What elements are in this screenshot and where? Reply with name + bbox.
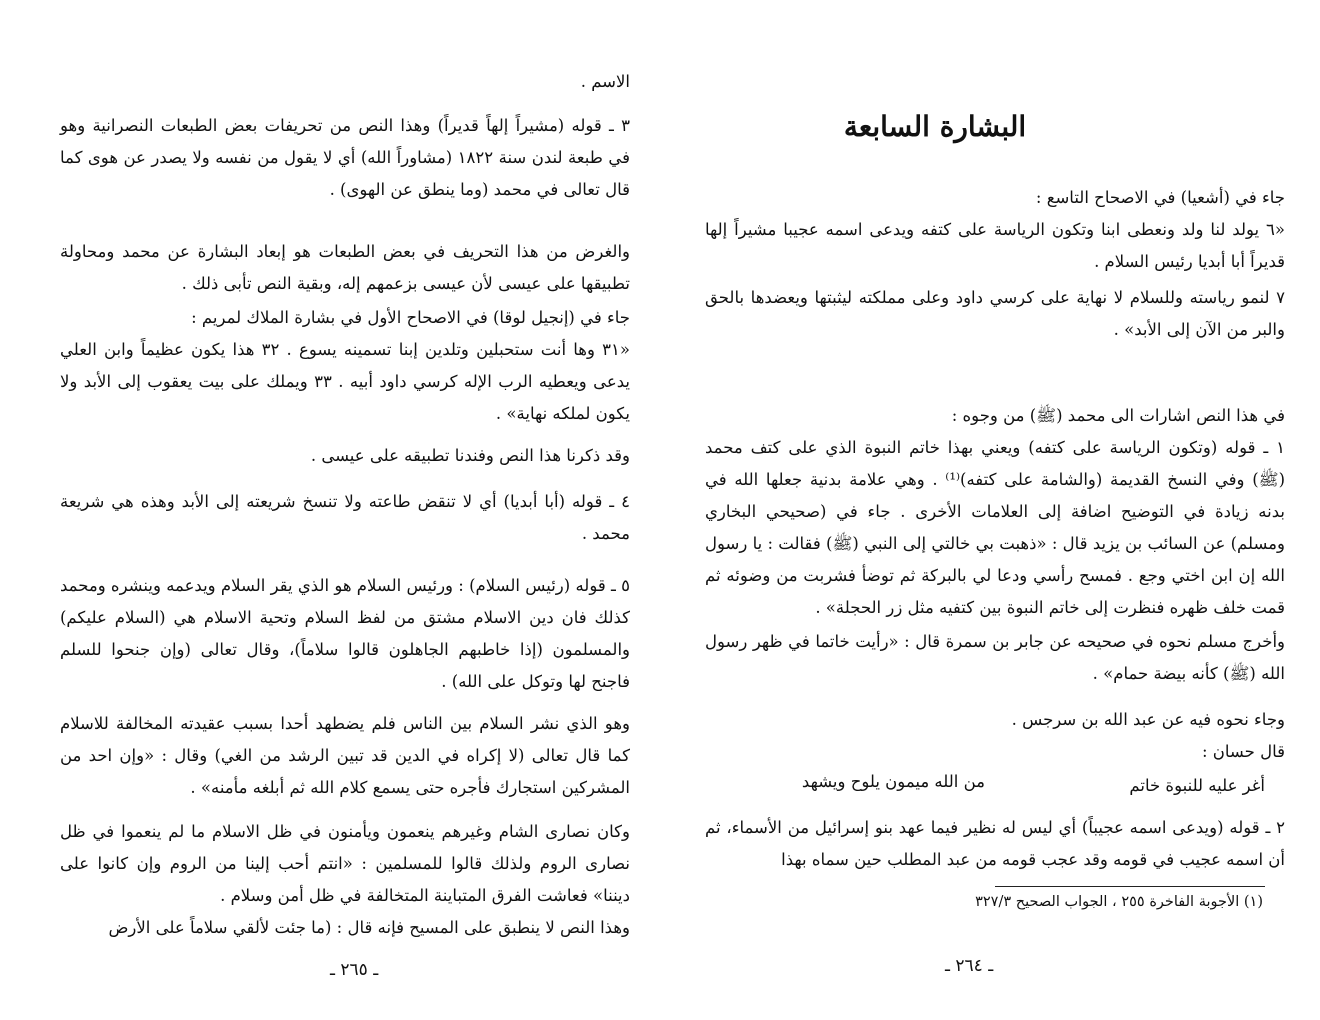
paragraph: في هذا النص اشارات الى محمد (ﷺ) من وجوه : bbox=[951, 406, 1285, 425]
page-number: ـ ٢٦٤ ـ bbox=[945, 956, 994, 976]
poem-first-hemistich: أغر عليه للنبوة خاتم bbox=[1129, 776, 1265, 795]
left-page bbox=[60, 0, 630, 1020]
paragraph: والغرض من هذا التحريف في بعض الطبعات هو إبعاد البشارة عن محمد ومحاولة تطبيقها على عيسى لأن عيسى بزعمهم إله، وبقية النص تأبى ذلك . bbox=[60, 242, 630, 293]
paragraph: ٤ ـ قوله (أبا أبديا) أي لا تنقض طاعته ولا تنسخ شريعته إلى الأبد وهذه هي شريعة محمد . bbox=[60, 492, 630, 543]
paragraph: جاء في (أشعيا) في الاصحاح التاسع : bbox=[1035, 188, 1285, 207]
page-number: ـ ٢٦٥ ـ bbox=[330, 960, 379, 980]
paragraph: وهو الذي نشر السلام بين الناس فلم يضطهد أحدا بسبب عقيدته المخالفة للاسلام كما قال تعالى (لا إكراه في الدين قد تبين الرشد من الغي) وقال : «وإن احد من المشركين استجارك فأجره حتى يسمع كلام الله ثم أبلغه مأمنه» . bbox=[60, 714, 630, 797]
paragraph: ٣ ـ قوله (مشيراً إلهاً قديراً) وهذا النص من تحريفات بعض الطبعات النصرانية وهو في طبعة لندن سنة ١٨٢٢ (مشاوراً الله) أي لا يقول من نفسه ولا يصدر عن هوى كما قال تعالى في محمد (وما ينطق عن الهوى) . bbox=[60, 116, 630, 199]
paragraph: وقد ذكرنا هذا النص وفندنا تطبيقه على عيسى . bbox=[310, 446, 630, 465]
section-heading: البشارة السابعة bbox=[843, 110, 1027, 143]
scripture-quote: ٧ لنمو رياسته وللسلام لا نهاية على كرسي داود وعلى مملكته ليثبتها ويعضدها بالحق والبر من الآن إلى الأبد» . bbox=[705, 288, 1285, 339]
right-page bbox=[705, 0, 1285, 1020]
paragraph: ١ ـ قوله (وتكون الرياسة على كتفه) ويعني بهذا خاتم النبوة الذي على كتف محمد (ﷺ) وفي النسخ القديمة (والشامة على كتفه)⁽¹⁾ . وهي علامة بدنية جعلها الله في بدنه زيادة في التوضيح اضافة إلى العلامات الأخرى . جاء في (صحيحي البخاري ومسلم) عن السائب بن يزيد قال : «ذهبت بي خالتي إلى النبي (ﷺ) فقالت : يا رسول الله إن ابن اختي وجع . فمسح رأسي ودعا لي بالبركة ثم توضأ فشربت من وضوئه ثم قمت خلف ظهره فنظرت إلى خاتم النبوة بين كتفيه مثل زر الحجلة» . bbox=[705, 438, 1286, 617]
paragraph: جاء في (إنجيل لوقا) في الاصحاح الأول في بشارة الملاك لمريم : bbox=[191, 308, 630, 327]
scripture-quote: «٦ يولد لنا ولد ونعطى ابنا وتكون الرياسة على كتفه ويدعى اسمه عجيبا مشيراً إلها قديراً أبا أبديا رئيس السلام . bbox=[705, 220, 1285, 271]
paragraph: وكان نصارى الشام وغيرهم ينعمون ويأمنون في ظل الاسلام ما لم ينعموا في ظل نصارى الروم ولذلك قالوا للمسلمين : «انتم أحب إلينا من الروم وإن كانوا على ديننا» فعاشت الفرق المتباينة المتخالفة في ظل أمن وسلام . bbox=[60, 822, 630, 905]
footnote-divider bbox=[995, 886, 1265, 887]
paragraph: ٥ ـ قوله (رئيس السلام) : ورئيس السلام هو الذي يقر السلام ويدعمه وينشره ومحمد كذلك فان دين الاسلام مشتق من لفظ السلام وتحية الاسلام هي (السلام عليكم) والمسلمون (إذا خاطبهم الجاهلون قالوا سلاماً)، وقال تعالى (وإن جنحوا للسلم فاجنح لها وتوكل على الله) . bbox=[60, 576, 630, 691]
footnote: (١) الأجوبة الفاخرة ٢٥٥ ، الجواب الصحيح ٣٢٧/٣ bbox=[975, 894, 1263, 910]
paragraph: وأخرج مسلم نحوه في صحيحه عن جابر بن سمرة قال : «رأيت خاتما في ظهر رسول الله (ﷺ) كأنه بيضة حمام» . bbox=[705, 632, 1285, 683]
top-fragment: الاسم . bbox=[580, 72, 630, 91]
paragraph: قال حسان : bbox=[1201, 742, 1285, 761]
scripture-quote: «٣١ وها أنت ستحبلين وتلدين إبنا تسمينه يسوع . ٣٢ هذا يكون عظيماً وابن العلي يدعى ويعطيه الرب الإله كرسي داود أبيه . ٣٣ ويملك على بيت يعقوب إلى الأبد ولا يكون لملكه نهاية» . bbox=[60, 340, 630, 423]
paragraph: وجاء نحوه فيه عن عبد الله بن سرجس . bbox=[1011, 710, 1285, 729]
paragraph: ٢ ـ قوله (ويدعى اسمه عجيباً) أي ليس له نظير فيما عهد بنو إسرائيل من الأسماء، ثم أن اسمه عجيب في قومه وقد عجب قومه من عبد المطلب حين سماه بهذا bbox=[705, 818, 1285, 869]
poem-second-hemistich: من الله ميمون يلوح ويشهد bbox=[801, 772, 985, 791]
paragraph: وهذا النص لا ينطبق على المسيح فإنه قال : (ما جئت لألقي سلاماً على الأرض bbox=[108, 918, 630, 937]
